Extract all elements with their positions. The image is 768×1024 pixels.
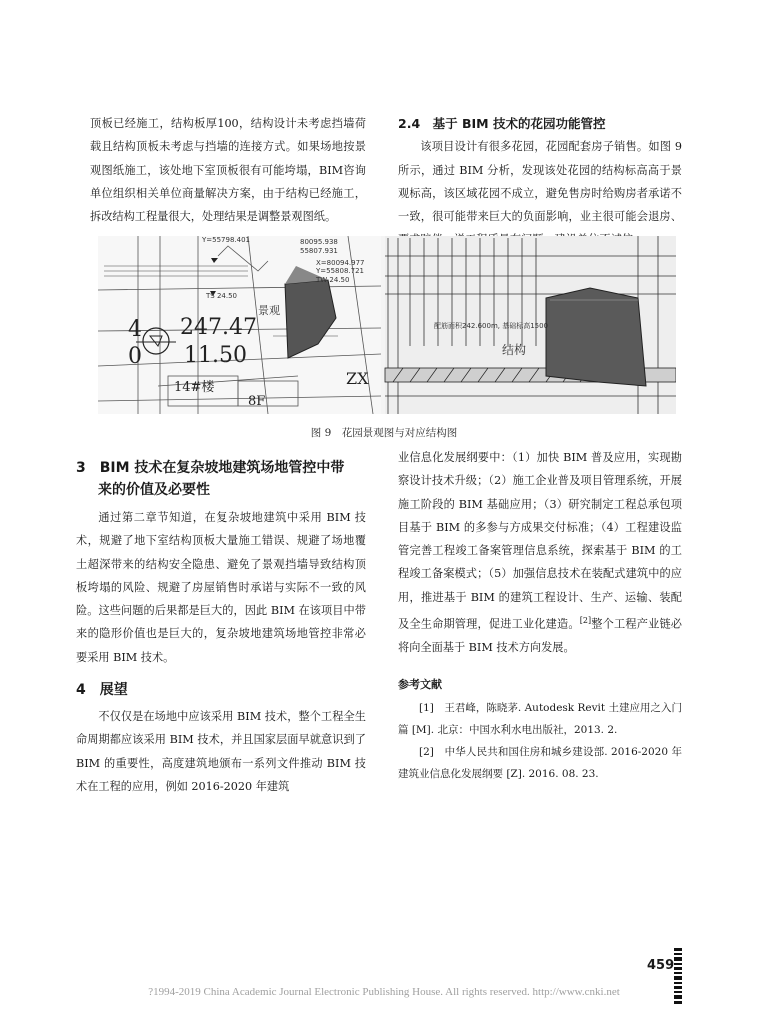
landscape-label: 景观	[258, 304, 280, 317]
right-column-bottom	[398, 446, 682, 785]
outline-text-tail: 整个工程产业链必将向全面基于 BIM 技术方向发展。	[398, 617, 682, 655]
ts-label: TS 24.50	[206, 292, 237, 300]
section-4-heading: 4 展望	[76, 682, 128, 699]
left-top-paragraph: 顶板已经施工，结构板厚100，结构设计未考虑挡墙荷载且结构顶板未考虑与挡墙的连接方式。如果场地按景观图纸施工，该处地下室顶板很有可能垮塌，BIM咨询单位组织相关单位商量解决方案，由于结构已经施工，拆改结构工程量很大，处理结果是调整景观图纸。	[90, 117, 366, 224]
elev-value-1: 247.47	[180, 315, 257, 340]
floor-label: 8F	[248, 394, 266, 409]
reference-2-text: 中华人民共和国住房和城乡建设部. 2016-2020 年建筑业信息化发展纲要 [Z]. 2016. 08. 23.	[398, 745, 682, 780]
coord-label-2: 80095.938	[300, 238, 338, 246]
zx-label: ZX	[346, 369, 369, 388]
tw-label: TW 24.50	[316, 276, 350, 284]
elev-marker-1: 4	[128, 317, 142, 342]
section-3-heading-line2: 来的价值及必要性	[98, 482, 210, 498]
page-number: 459	[647, 958, 675, 973]
coord-label-3: 55807.931	[300, 247, 338, 255]
figure-caption: 图 9 花园景观图与对应结构图	[310, 427, 458, 439]
references-title: 参考文献	[398, 678, 442, 692]
figure-9-drawing	[98, 236, 676, 414]
structure-label: 结构	[502, 343, 527, 357]
section-4-paragraph: 不仅仅是在场地中应该采用 BIM 技术，整个工程全生命周期都应该采用 BIM 技术，并且国家层面早就意识到了 BIM 的重要性，高度建筑地颁布一系列文件推动 BIM 技术在工程的应用，例如 2016-2020 年建筑	[76, 710, 366, 793]
outline-text: 业信息化发展纲要中：（1）加快 BIM 普及应用，实现勘察设计技术升级；（2）施工企业普及项目管理系统，开展施工阶段的 BIM 基础应用；（3）研究制定工程总承包项目基于 BIM 的多参与方成果交付标准；（4）工程建设监管完善工程竣工备案管理信息系统，探索基于 BIM 的工程竣工备案模式；（5）加强信息技术在装配式建筑中的应用，推进基于 BIM 的建筑工程设计、生产、运输、装配及全生命期管理，促进工业化建造。	[398, 451, 682, 631]
reference-1	[398, 697, 682, 741]
figure-9	[98, 236, 676, 414]
citation-sup: [2]	[579, 616, 592, 626]
coord-label-5: Y=55808.721	[316, 267, 364, 275]
reference-1-text: 王君峰，陈晓茅. Autodesk Revit 土建应用之入门篇 [M]. 北京：中国水利水电出版社，2013. 2.	[398, 701, 682, 736]
right-column-top	[398, 112, 682, 252]
section-3-paragraph: 通过第二章节知道，在复杂坡地建筑中采用 BIM 技术，规避了地下室结构顶板大量施工错误、规避了场地覆土超深带来的结构安全隐患、避免了景观挡墙导致结构顶板垮塌的风险、规避了房屋销售时承诺与实际不一致的风险。这些问题的后果都是巨大的，因此 BIM 在该项目中带来的隐形价值也是巨大的，复杂坡地建筑场地管控非常必要采用 BIM 技术。	[76, 511, 366, 664]
copyright-footer: ?1994-2019 China Academic Journal Electronic Publishing House. All rights reserved. http://www.cnki.net	[148, 986, 620, 998]
left-column-top	[90, 112, 366, 228]
right-top-paragraph: 该项目设计有很多花园，花园配套房子销售。如图 9 所示，通过 BIM 分析，发现该处花园的结构标高高于景观标高，该区域花园不成立，避免售房时给购房者承诺不一致，很可能带来巨大的负面影响，业主很可能会退房、	[398, 140, 682, 224]
reference-2	[398, 741, 682, 785]
right-bottom-paragraph	[398, 446, 682, 659]
coord-label-4: X=80094.977	[316, 259, 365, 267]
reference-2-num: [2]	[419, 745, 434, 758]
elev-value-2: 11.50	[184, 343, 247, 368]
elev-marker-2: 0	[128, 344, 142, 369]
coord-label-1: Y=55798.401	[202, 236, 250, 244]
left-column-bottom	[76, 457, 366, 798]
section-2-4-heading: 2.4 基于 BIM 技术的花园功能管控	[398, 116, 606, 131]
dimension-note: 配筋面积242.600m, 基础标高1500	[434, 322, 549, 330]
section-3-heading-line1: 3 BIM 技术在复杂坡地建筑场地管控中带	[76, 460, 345, 476]
building-label: 14#楼	[174, 380, 215, 395]
reference-1-num: [1]	[419, 701, 434, 714]
